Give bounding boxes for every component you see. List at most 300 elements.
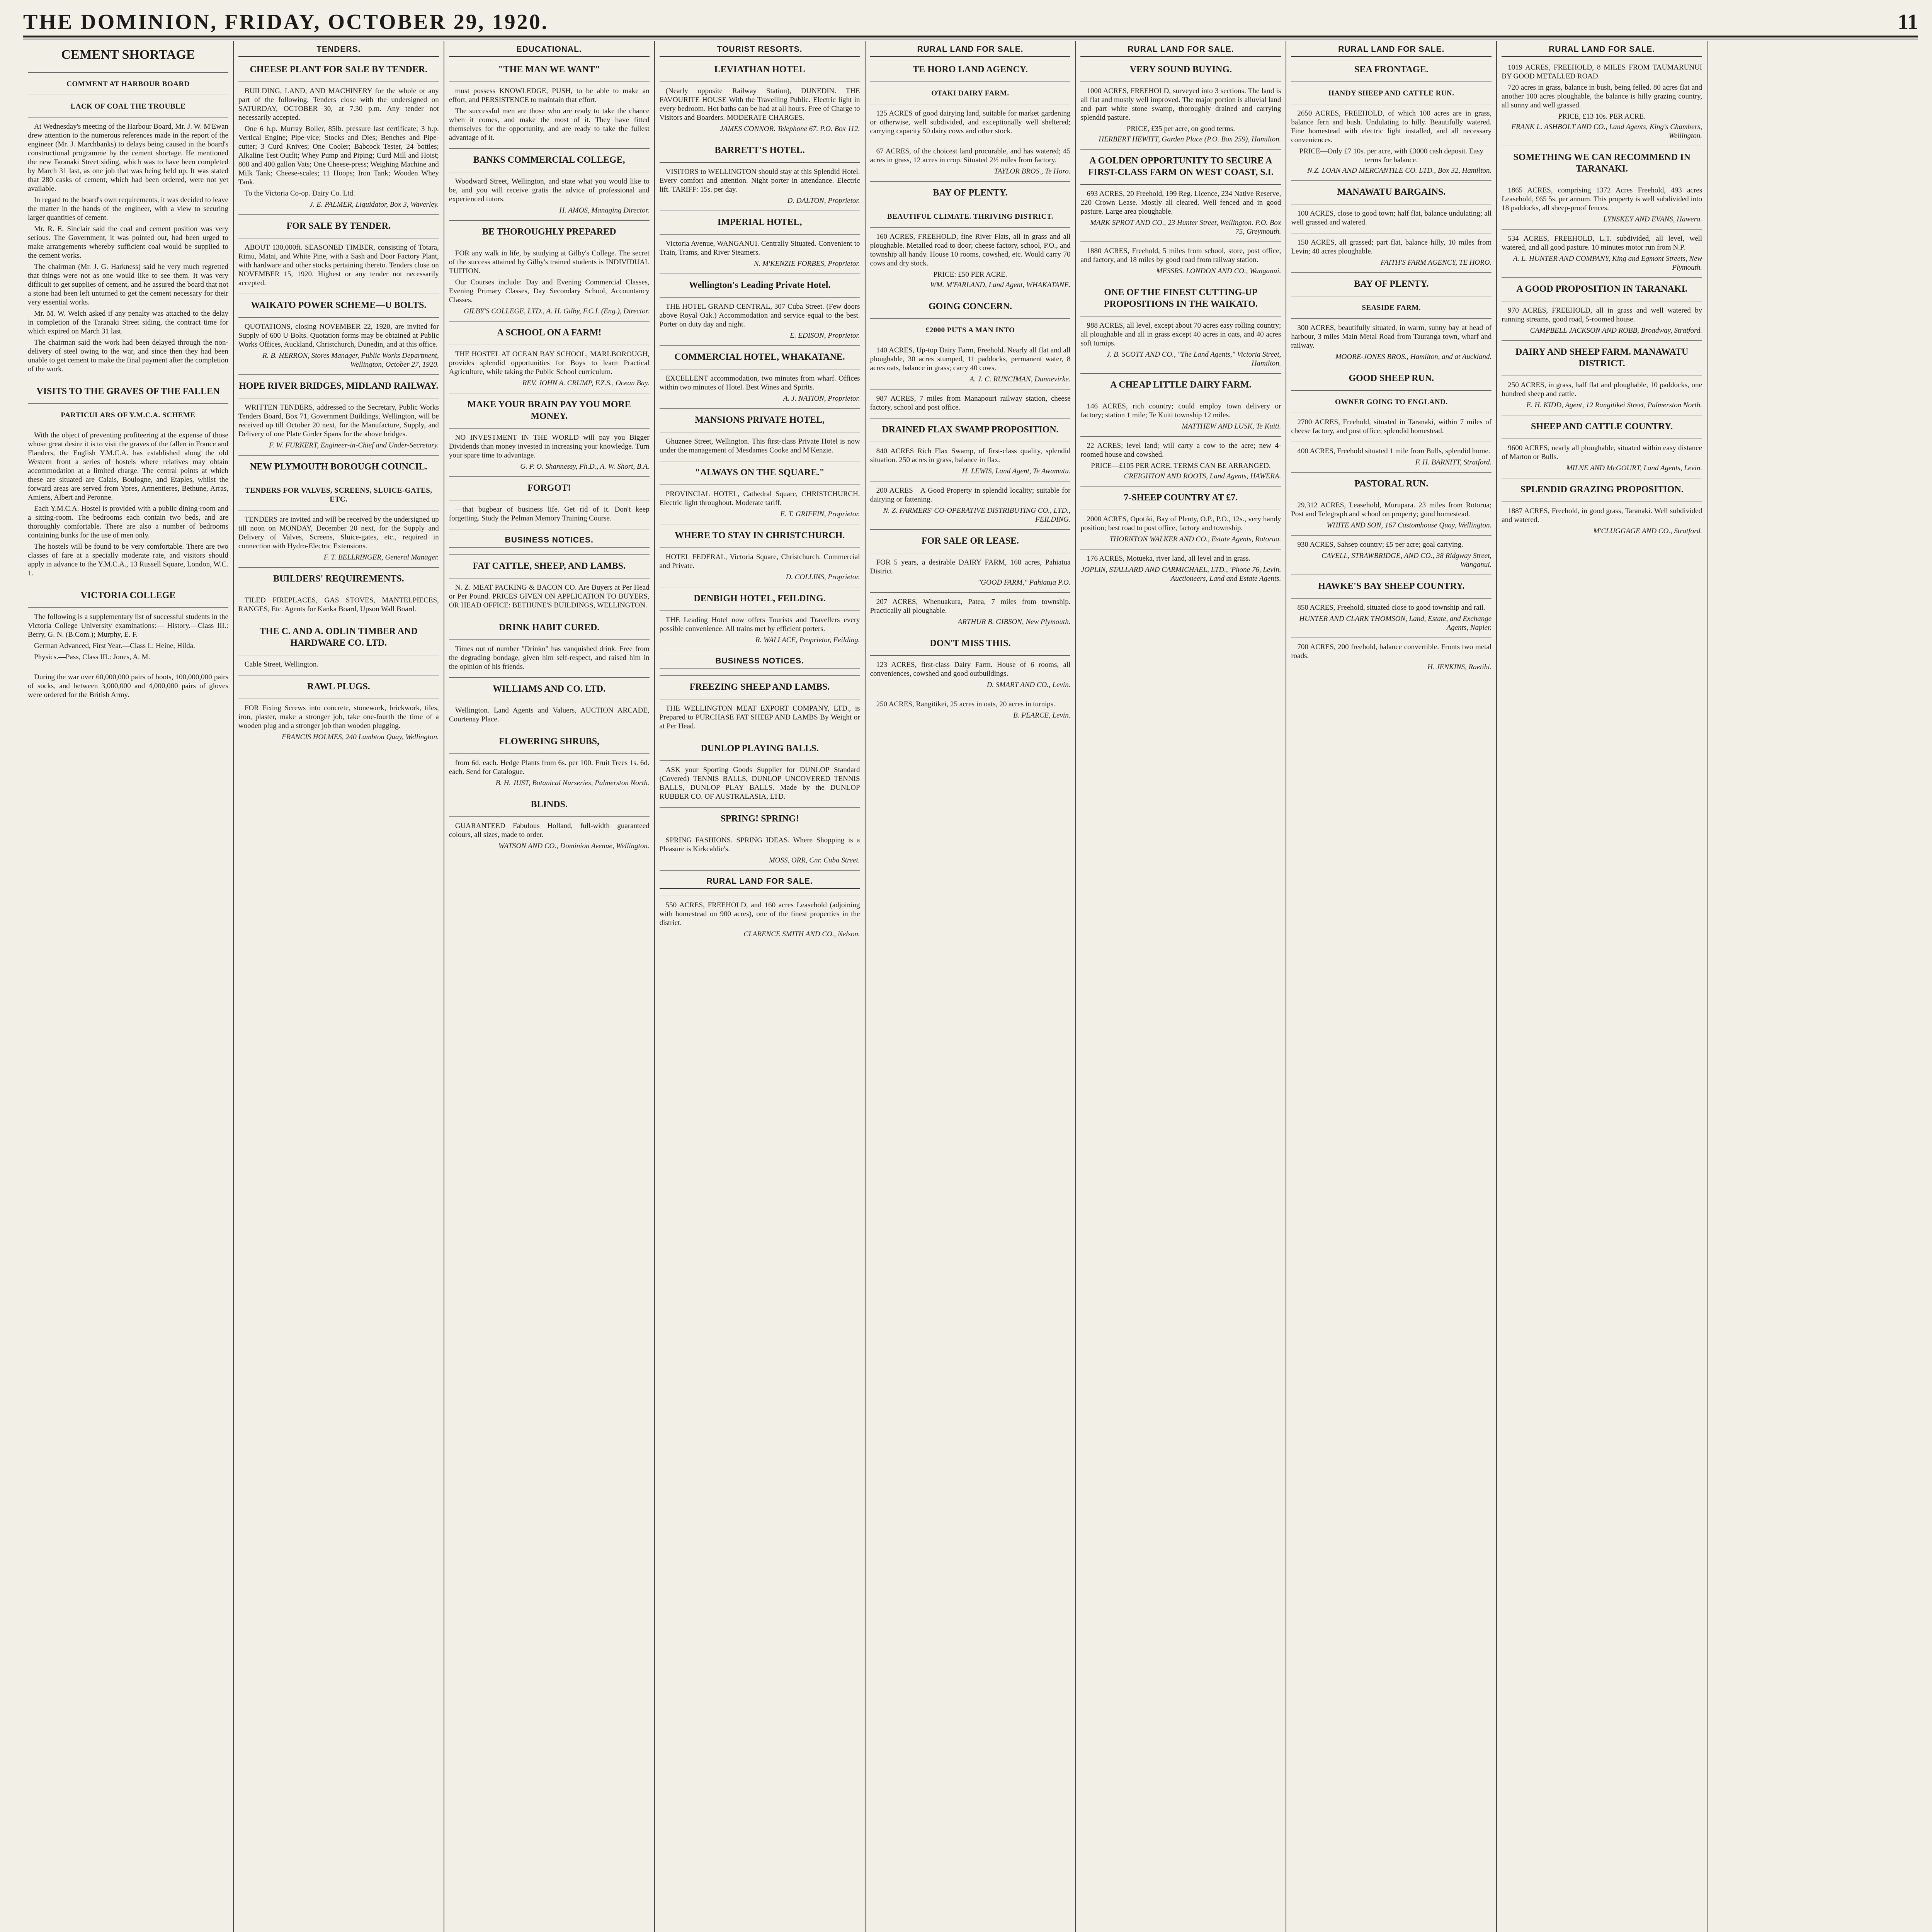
advertiser-signature: B. H. JUST, Botanical Nurseries, Palmerston North. xyxy=(495,779,650,787)
headline: VERY SOUND BUYING. xyxy=(1129,65,1232,75)
article-block xyxy=(1291,392,1492,413)
headline: FLOWERING SHRUBS, xyxy=(499,736,600,747)
body-paragraph: 2650 ACRES, FREEHOLD, of which 100 acres are in grass, balance fern and bush. Undulating to hilly. Beautifully watered. Fine homestead with electric light installed, and all necessary conveniences. xyxy=(1291,109,1492,144)
article-block xyxy=(238,657,439,675)
advertiser-signature: ARTHUR B. GIBSON, New Plymouth. xyxy=(957,618,1071,626)
body-paragraph: 300 ACRES, beautifully situated, in warm, sunny bay at head of harbour, 3 miles Main Metal Road from Tauranga town, wharf and railway. xyxy=(1291,324,1492,350)
body-paragraph: SPRING FASHIONS. SPRING IDEAS. Where Shopping is a Pleasure is Kirkcaldie's. xyxy=(659,836,860,853)
price-line: PRICE—£105 PER ACRE. TERMS CAN BE ARRANGED. xyxy=(1091,462,1271,470)
article-block xyxy=(1080,488,1281,510)
article-block xyxy=(1291,106,1492,181)
article-block xyxy=(660,83,860,139)
advertiser-signature: F. H. BARNITT, Stratford. xyxy=(1415,458,1492,466)
advertiser-signature: J. E. PALMER, Liquidator, Box 3, Waverley. xyxy=(310,201,439,209)
body-paragraph: 1019 ACRES, FREEHOLD, 8 MILES FROM TAUMARUNUI BY GOOD METALLED ROAD. xyxy=(1502,63,1702,80)
article-block xyxy=(1502,342,1702,376)
article-block xyxy=(1291,235,1492,273)
headline: DENBIGH HOTEL, FEILDING. xyxy=(694,594,826,604)
body-paragraph: 100 ACRES, close to good town; half flat, balance undulating; all well grassed and watered. xyxy=(1291,209,1492,226)
body-paragraph: TENDERS are invited and will be received by the undersigned up till noon on MONDAY, December 20 next, for the Supply and Delivery of Valves, Screens, Sluice-gates, etc., required in connection with Hydro-Electric Extensions. xyxy=(238,515,439,550)
article-block xyxy=(660,371,860,409)
article-block xyxy=(449,323,650,345)
article-block xyxy=(1080,438,1281,486)
article-block xyxy=(660,589,860,611)
article-block xyxy=(449,618,650,640)
article-block xyxy=(870,320,1071,341)
advertiser-signature: A. J. NATION, Proprietor. xyxy=(783,395,860,403)
article-block xyxy=(1291,474,1492,496)
article-block xyxy=(660,652,860,676)
body-paragraph: EXCELLENT accommodation, two minutes from wharf. Offices within two minutes of Hotel. Best Wines and Spirits. xyxy=(659,374,860,391)
body-paragraph: 140 ACRES, Up-top Dairy Farm, Freehold. Nearly all flat and all ploughable, 30 acres stumped, 11 paddocks, permanent water, 8 acres oats, balance in grass; carry 40 cows. xyxy=(870,346,1071,372)
advertiser-signature: A. J. C. RUNCIMAN, Dannevirke. xyxy=(969,375,1071,383)
article-block xyxy=(1291,369,1492,391)
article-block xyxy=(238,569,439,591)
price-line: PRICE, £13 10s. PER ACRE. xyxy=(1558,112,1646,121)
headline: THE C. AND A. ODLIN TIMBER AND HARDWARE CO. LTD. xyxy=(259,626,418,648)
subheading: HANDY SHEEP AND CATTLE RUN. xyxy=(1328,89,1454,97)
headline: WILLIAMS AND CO. LTD. xyxy=(493,684,606,694)
article-block xyxy=(870,594,1071,632)
body-paragraph: Cable Street, Wellington. xyxy=(244,660,319,668)
body-paragraph: HOTEL FEDERAL, Victoria Square, Christchurch. Commercial and Private. xyxy=(659,553,860,570)
advertiser-signature: WM. M'FARLAND, Land Agent, WHAKATANE. xyxy=(930,281,1071,289)
headline: DRAINED FLAX SWAMP PROPOSITION. xyxy=(882,425,1059,435)
article-block xyxy=(660,164,860,211)
column-4 xyxy=(655,41,866,1932)
article-block xyxy=(1080,318,1281,374)
body-paragraph: BUILDING, LAND, AND MACHINERY for the whole or any part of the following. Tenders close with the undersigned on SATURDAY, OCTOBER 30, at 7.30 p.m. Any tender not necessarily accepted. xyxy=(238,87,439,122)
advertiser-signature: MOSS, ORR, Cnr. Cuba Street. xyxy=(769,856,860,864)
headline: BARRETT'S HOTEL. xyxy=(714,145,805,155)
article-block xyxy=(238,512,439,568)
body-paragraph: ASK your Sporting Goods Supplier for DUNLOP Standard (Covered) TENNIS BALLS, DUNLOP UNCOVERED TENNIS BALLS, DUNLOP PLAY BALLS. Made by the DUNLOP RUBBER CO. OF AUSTRALASIA, LTD. xyxy=(659,766,860,801)
body-paragraph: TILED FIREPLACES, GAS STOVES, MANTELPIECES, RANGES, Etc. Agents for Kanka Board, Upson Wall Board. xyxy=(238,596,439,613)
column-2 xyxy=(234,41,444,1932)
body-paragraph: 930 ACRES, Sahsep country; £5 per acre; goal carrying. xyxy=(1297,541,1463,549)
article-block xyxy=(660,526,860,548)
article-block xyxy=(870,420,1071,442)
article-block xyxy=(870,229,1071,295)
article-block xyxy=(1291,600,1492,638)
article-block xyxy=(28,119,228,380)
body-paragraph: 250 ACRES, in grass, half flat and ploughable, 10 paddocks, one hundred sheep and cattle. xyxy=(1502,381,1702,398)
advertiser-signature: N.Z. LOAN AND MERCANTILE CO. LTD., Box 32, Hamilton. xyxy=(1307,167,1492,175)
article-block xyxy=(449,556,650,578)
body-paragraph: GUARANTEED Fabulous Holland, full-width guaranteed colours, all sizes, made to order. xyxy=(449,822,650,839)
headline: RAWL PLUGS. xyxy=(307,682,370,692)
body-paragraph: PROVINCIAL HOTEL, Cathedral Square, CHRISTCHURCH. Electric light throughout. Moderate tariff. xyxy=(659,490,860,507)
article-block xyxy=(870,60,1071,82)
headline: BLINDS. xyxy=(531,799,568,810)
column-7 xyxy=(1286,41,1497,1932)
advertiser-signature: "GOOD FARM," Pahiatua P.O. xyxy=(978,578,1071,587)
body-paragraph: Woodward Street, Wellington, and state what you would like to be, and you will receive gratis the advice of professional and experienced tutors. xyxy=(449,177,650,203)
article-block xyxy=(870,144,1071,182)
article-block xyxy=(28,97,228,117)
body-paragraph: THE WELLINGTON MEAT EXPORT COMPANY, LTD., is Prepared to PURCHASE FAT SHEEP AND LAMBS By Weight or at Per Head. xyxy=(659,704,860,730)
article-block xyxy=(660,276,860,298)
advertiser-signature: F. W. FURKERT, Engineer-in-Chief and Under-Secretary. xyxy=(269,441,439,449)
article-block xyxy=(1080,60,1281,82)
body-paragraph: 850 ACRES, Freehold, situated close to good township and rail. xyxy=(1297,604,1485,612)
advertiser-signature: CAVELL, STRAWBRIDGE, AND CO., 38 Ridgway Street, Wanganui. xyxy=(1321,552,1492,569)
subheading: OWNER GOING TO ENGLAND. xyxy=(1335,398,1448,406)
headline: FOR SALE BY TENDER. xyxy=(286,221,391,231)
column-6 xyxy=(1076,41,1286,1932)
article-block xyxy=(238,622,439,655)
advertiser-signature: TAYLOR BROS., Te Horo. xyxy=(994,167,1071,175)
article-block xyxy=(660,809,860,831)
article-block xyxy=(660,701,860,737)
article-block xyxy=(1291,298,1492,319)
headline: FAT CATTLE, SHEEP, AND LAMBS. xyxy=(473,561,626,571)
article-block xyxy=(449,478,650,500)
body-paragraph: 1887 ACRES, Freehold, in good grass, Taranaki. Well subdivided and watered. xyxy=(1502,507,1702,524)
advertiser-signature: D. COLLINS, Proprietor. xyxy=(786,573,860,581)
column-1 xyxy=(23,41,234,1932)
advertiser-signature: E. EDISON, Proprietor. xyxy=(790,332,860,340)
body-paragraph: Physics.—Pass, Class III.: Jones, A. M. xyxy=(34,653,150,661)
article-block xyxy=(449,174,650,221)
article-block xyxy=(28,609,228,668)
body-paragraph: FOR 5 years, a desirable DAIRY FARM, 160 acres, Pahiatua District. xyxy=(870,558,1071,575)
article-block xyxy=(870,444,1071,481)
body-paragraph: 123 ACRES, first-class Dairy Farm. House of 6 rooms, all conveniences, cowshed and good outbuildings. xyxy=(870,661,1071,678)
body-paragraph: Ghuznee Street, Wellington. This first-class Private Hotel is now under the management of Mesdames Cooke and M'Kenzie. xyxy=(659,437,860,454)
article-block xyxy=(1291,537,1492,575)
article-block xyxy=(449,732,650,754)
body-paragraph: 988 ACRES, all level, except about 70 acres easy rolling country; all ploughable and all in grass except 40 acres in oats, and 40 acres soft turnips. xyxy=(1080,321,1281,347)
headline: 7-SHEEP COUNTRY AT £7. xyxy=(1124,493,1238,503)
body-paragraph: 125 ACRES of good dairying land, suitable for market gardening or otherwise, well subdivided, and exceptionally well sheltered; carrying capacity 50 dairy cows and other stock. xyxy=(870,109,1071,135)
headline: A GOLDEN OPPORTUNITY TO SECURE A FIRST-CLASS FARM ON WEST COAST, S.I. xyxy=(1088,156,1274,177)
article-block xyxy=(238,701,439,747)
advertiser-signature: LYNSKEY AND EVANS, Hawera. xyxy=(1603,215,1702,223)
article-block xyxy=(870,183,1071,205)
body-paragraph: 534 ACRES, FREEHOLD, L.T. subdivided, all level, well watered, and all good pasture. 10 minutes motor run from N.P. xyxy=(1502,235,1702,252)
body-paragraph: FOR Fixing Screws into concrete, stonework, brickwork, tiles, iron, plaster, make a stronger job, take one-fourth the time of a wooden plug and a stronger job than wooden plugging. xyxy=(238,704,439,730)
article-block xyxy=(1502,303,1702,341)
body-paragraph: QUOTATIONS, closing NOVEMBER 22, 1920, are invited for Supply of 600 U Bolts. Quotation forms may be obtained at Public Works Offices, Auckland, Christchurch, Dunedin, and at this office. xyxy=(238,323,439,349)
article-block xyxy=(1291,498,1492,536)
subheading: SEASIDE FARM. xyxy=(1362,304,1421,312)
advertiser-signature: CAMPBELL JACKSON AND ROBB, Broadway, Stratford. xyxy=(1530,327,1702,335)
article-block xyxy=(238,60,439,82)
body-paragraph: WRITTEN TENDERS, addressed to the Secretary, Public Works Tenders Board, Box 71, Government Buildings, Wellington, will be received up till October 20 next, for the Manufacture, Supply, and Delivery of one Plate Girder Spans for the above bridges. xyxy=(238,403,439,438)
article-block xyxy=(660,762,860,808)
page-number: 11 xyxy=(1898,10,1918,34)
subheading: BEAUTIFUL CLIMATE. THRIVING DISTRICT. xyxy=(887,213,1053,221)
article-block xyxy=(870,634,1071,656)
body-paragraph: The following is a supplementary list of successful students in the Victoria College University examinations:— History.—Class III.: Berry, G. N. (B.Com.); Murphy, E. F. xyxy=(28,613,228,639)
body-paragraph: 22 ACRES; level land; will carry a cow to the acre; new 4-roomed house and cowshed. xyxy=(1080,442,1281,459)
article-block xyxy=(1502,279,1702,301)
column-9 xyxy=(1708,41,1918,1932)
section-header: BUSINESS NOTICES. xyxy=(660,655,860,668)
article-block xyxy=(1502,148,1702,181)
article-block xyxy=(449,222,650,244)
headline: FREEZING SHEEP AND LAMBS. xyxy=(689,682,830,692)
headline: DRINK HABIT CURED. xyxy=(499,622,600,633)
subheading: PARTICULARS OF Y.M.C.A. SCHEME xyxy=(61,411,196,419)
advertiser-signature: H. AMOS, Managing Director. xyxy=(559,206,650,214)
body-paragraph: 970 ACRES, FREEHOLD, all in grass and well watered by running streams, good road, 5-roomed house. xyxy=(1502,306,1702,323)
body-paragraph: The hostels will be found to be very comfortable. There are two classes of fare at a specially moderate rate, and visitors should apply in advance to the Y.M.C.A., 13 Russell Square, London, W.C. 1. xyxy=(28,543,228,577)
advertiser-signature: MOORE-JONES BROS., Hamilton, and at Auckland. xyxy=(1335,353,1492,361)
subheading: OTAKI DAIRY FARM. xyxy=(931,89,1009,97)
headline: COMMERCIAL HOTEL, WHAKATANE. xyxy=(674,352,845,362)
article-block xyxy=(449,531,650,555)
article-block xyxy=(1291,182,1492,204)
article-block xyxy=(449,755,650,793)
article-block xyxy=(660,677,860,699)
body-paragraph: Each Y.M.C.A. Hostel is provided with a public dining-room and a sitting-room. The bedrooms each contain two beds, and are thoroughly comfortable. There are also a number of bedrooms containing bunks for the use of men only. xyxy=(28,505,228,539)
headline: CEMENT SHORTAGE xyxy=(28,47,228,66)
article-block xyxy=(1080,151,1281,185)
article-block xyxy=(1080,186,1281,242)
article-block xyxy=(449,795,650,817)
article-block xyxy=(660,612,860,650)
body-paragraph: During the war over 60,000,000 pairs of boots, 100,000,000 pairs of socks, and between 3,000,000 and 4,000,000 pairs of gloves were ordered for the British Army. xyxy=(28,673,228,699)
headline: WHERE TO STAY IN CHRISTCHURCH. xyxy=(674,531,845,541)
headline: SEA FRONTAGE. xyxy=(1354,65,1429,75)
article-block xyxy=(1291,577,1492,599)
article-block xyxy=(238,376,439,398)
advertiser-signature: D. SMART AND CO., Levin. xyxy=(986,681,1071,689)
headline: TE HORO LAND AGENCY. xyxy=(913,65,1028,75)
article-block xyxy=(1291,415,1492,442)
headline: MANSIONS PRIVATE HOTEL, xyxy=(695,415,825,425)
advertiser-signature: H. LEWIS, Land Agent, Te Awamutu. xyxy=(962,467,1071,475)
subheading: £2000 PUTS A MAN INTO xyxy=(925,326,1015,334)
headline: A CHEAP LITTLE DAIRY FARM. xyxy=(1110,380,1252,390)
subheading: LACK OF COAL THE TROUBLE xyxy=(70,102,186,111)
article-block xyxy=(238,457,439,479)
body-paragraph: 29,312 ACRES, Leasehold, Murupara. 23 miles from Rotorua; Post and Telegraph and school on property; good homestead. xyxy=(1291,501,1492,518)
article-block xyxy=(238,481,439,510)
column-8 xyxy=(1497,41,1708,1932)
article-block xyxy=(449,83,650,149)
column-header: RURAL LAND FOR SALE. xyxy=(1502,43,1702,57)
advertiser-signature: R. WALLACE, Proprietor, Feilding. xyxy=(755,636,860,644)
article-block xyxy=(449,641,650,678)
headline: IMPERIAL HOTEL, xyxy=(717,217,802,227)
article-block xyxy=(1080,512,1281,549)
body-paragraph: 2700 ACRES, Freehold, situated in Taranaki, within 7 miles of cheese factory, and post office; splendid homestead. xyxy=(1291,418,1492,435)
article-block xyxy=(660,463,860,485)
body-paragraph: 250 ACRES, Rangitikei, 25 acres in oats, 20 acres in turnips. xyxy=(876,700,1055,708)
advertiser-signature: G. P. O. Shannessy, Ph.D., A. W. Short, B.A. xyxy=(520,463,650,471)
price-line: PRICE: £50 PER ACRE. xyxy=(933,270,1007,279)
article-block xyxy=(449,502,650,529)
body-paragraph: 700 ACRES, 200 freehold, balance convertible. Fronts two metal roads. xyxy=(1291,643,1492,660)
advertiser-signature: JAMES CONNOR. Telephone 67. P.O. Box 112. xyxy=(720,125,860,133)
article-block xyxy=(1291,320,1492,367)
body-paragraph: To the Victoria Co-op. Dairy Co. Ltd. xyxy=(244,189,355,197)
article-block xyxy=(1502,231,1702,278)
article-block xyxy=(660,141,860,163)
headline: BAY OF PLENTY. xyxy=(933,188,1008,198)
article-block xyxy=(449,347,650,393)
body-paragraph: Mr. R. E. Sinclair said the coal and cement position was very serious. The Government, it was pointed out, had been urged to make arrangements whereby sufficient coal would be supplied to the cement works. xyxy=(28,225,228,260)
body-paragraph: 693 ACRES, 20 Freehold, 199 Reg. Licence, 234 Native Reserve, 220 Crown Lease. Mostly all cleared. Well fenced and in good pasture. Large area ploughable. xyxy=(1080,190,1281,216)
headline: MANAWATU BARGAINS. xyxy=(1337,187,1446,197)
advertiser-signature: JOPLIN, STALLARD AND CARMICHAEL, LTD., 'Phone 76, Levin. Auctioneers, Land and Estate Agents. xyxy=(1081,566,1281,583)
body-paragraph: With the object of preventing profiteering at the expense of those whose great desire it is to visit the graves of the fallen in France and Flanders, the English Y.M.C.A. has established along the old Western front a series of hostels where relatives may obtain accommodation at a limited charge. The central points at which these are situated are Calais, Boulogne, and Etaples, whilst the forward areas are served from Ypres, Armentieres, Bethune, Arras, Amiens, Albert and Peronne. xyxy=(28,431,228,502)
headline: GOOD SHEEP RUN. xyxy=(1349,373,1434,383)
article-block xyxy=(660,549,860,587)
article-block xyxy=(238,216,439,238)
advertiser-signature: D. DALTON, Proprietor. xyxy=(787,197,860,205)
article-block xyxy=(1502,417,1702,439)
headline: ONE OF THE FINEST CUTTING-UP PROPOSITIONS IN THE WAIKATO. xyxy=(1104,287,1258,309)
article-block xyxy=(870,343,1071,389)
article-block xyxy=(1291,444,1492,473)
body-paragraph: THE Leading Hotel now offers Tourists and Travellers every possible convenience. All trains met by efficient porters. xyxy=(659,616,860,633)
article-block xyxy=(449,580,650,616)
article-block xyxy=(1080,83,1281,150)
headline: PASTORAL RUN. xyxy=(1354,479,1429,489)
article-block xyxy=(1291,274,1492,296)
body-paragraph: One 6 h.p. Murray Boiler, 85lb. pressure last certificate; 3 h.p. Vertical Engine; Pipe-vice; Stocks and Dies; Benches and Pipe-cutter; 3 Curd Knives; One Cooler; Babcock Tester, 24 bottles; Alkaline Test Outfit; Whey Pump and Piping; Curd Mill and Hoist; 800 and 400 gallon Vats; One Cheese-press; Weighing Machine and Milk Tank; Cheese-scales; 11 Hoops; Iron Tank; Wooden Whey Tank. xyxy=(238,125,439,186)
body-paragraph: Times out of number "Drinko" has vanquished drink. Free from the degrading bondage, given him self-respect, and raised him in the opinion of his friends. xyxy=(449,645,650,671)
headline: DON'T MISS THIS. xyxy=(930,638,1011,648)
section-header: BUSINESS NOTICES. xyxy=(449,534,650,548)
body-paragraph: 9600 ACRES, nearly all ploughable, situated within easy distance of Marton or Bulls. xyxy=(1502,444,1702,461)
article-block xyxy=(1291,83,1492,104)
article-block xyxy=(449,430,650,477)
advertiser-signature: WATSON AND CO., Dominion Avenue, Wellington. xyxy=(498,842,650,850)
body-paragraph: The chairman (Mr. J. G. Harkness) said he very much regretted that things were not as one would like to see them. It was very difficult to get supplies of cement, and he assured the board that not a stone had been left unturned to get the cement necessary for their very essential works. xyxy=(28,263,228,306)
advertiser-signature: CLARENCE SMITH AND CO., Nelson. xyxy=(743,930,860,938)
body-paragraph: In regard to the board's own requirements, it was decided to leave the matter in the hands of the engineer, with a view to securing larger quantities of cement. xyxy=(28,196,228,222)
article-block xyxy=(28,74,228,95)
body-paragraph: 150 ACRES, all grassed; part flat, balance hilly, 10 miles from Levin; 40 acres ploughable. xyxy=(1291,238,1492,255)
headline: SHEEP AND CATTLE COUNTRY. xyxy=(1531,422,1673,432)
article-block xyxy=(870,391,1071,418)
article-block xyxy=(1502,378,1702,415)
article-block xyxy=(870,531,1071,553)
body-paragraph: Mr. M. W. Welch asked if any penalty was attached to the delay in completion of the Taranaki Street siding, the contract time for which expired on March 31 last. xyxy=(28,310,228,335)
body-paragraph: THE HOTEL GRAND CENTRAL, 307 Cuba Street. (Few doors above Royal Oak.) Accommodation and service equal to the best. Porter on duty day and night. xyxy=(659,303,860,328)
body-paragraph: 67 ACRES, of the choicest land procurable, and has watered; 45 acres in grass, 12 acres in crop. Situated 2½ miles from factory. xyxy=(870,147,1071,164)
headline: A GOOD PROPOSITION IN TARANAKI. xyxy=(1516,284,1687,294)
article-block xyxy=(449,703,650,730)
body-paragraph: 207 ACRES, Whenuakura, Patea, 7 miles from township. Practically all ploughable. xyxy=(870,598,1071,615)
article-block xyxy=(660,898,860,944)
article-block xyxy=(1080,551,1281,588)
article-block xyxy=(238,240,439,294)
body-paragraph: 1000 ACRES, FREEHOLD, surveyed into 3 sections. The land is all flat and mostly well improved. The major portion is alluvial land and part white stone swamp, thoroughly drained and carrying splendid pasture. xyxy=(1080,87,1281,122)
body-paragraph: 146 ACRES, rich country; could employ town delivery or factory; station 1 mile; Te Kuiti township 12 miles. xyxy=(1080,402,1281,419)
article-block xyxy=(1080,243,1281,281)
headline: "ALWAYS ON THE SQUARE." xyxy=(695,468,825,478)
headline: SPRING! SPRING! xyxy=(720,814,799,824)
headline: BAY OF PLENTY. xyxy=(1354,279,1429,289)
body-paragraph: Wellington. Land Agents and Valuers, AUCTION ARCADE, Courtenay Place. xyxy=(449,706,650,723)
body-paragraph: Victoria Avenue, WANGANUI. Centrally Situated. Convenient to Train, Trams, and River Steamers. xyxy=(659,240,860,257)
advertiser-signature: HUNTER AND CLARK THOMSON, Land, Estate, and Exchange Agents, Napier. xyxy=(1299,615,1492,632)
body-paragraph: VISITORS to WELLINGTON should stay at this Splendid Hotel. Every comfort and attention. Night porter in attendance. Electric lift. TARIFF: 15s. per day. xyxy=(659,168,860,194)
section-header: RURAL LAND FOR SALE. xyxy=(660,875,860,889)
page-columns xyxy=(23,41,1918,1932)
article-block xyxy=(1080,283,1281,316)
headline: Wellington's Leading Private Hotel. xyxy=(689,280,831,290)
body-paragraph: 1880 ACRES, Freehold, 5 miles from school, store, post office, and factory, and 18 miles by good road from railway station. xyxy=(1080,247,1281,264)
headline: SOMETHING WE CAN RECOMMEND IN TARANAKI. xyxy=(1513,152,1690,174)
article-block xyxy=(238,677,439,699)
article-block xyxy=(660,833,860,871)
body-paragraph: 200 ACRES—A Good Property in splendid locality; suitable for dairying or fattening. xyxy=(870,486,1071,503)
advertiser-signature: FRANCIS HOLMES, 240 Lambton Quay, Wellington. xyxy=(282,733,439,741)
column-header: EDUCATIONAL. xyxy=(449,43,650,57)
article-block xyxy=(660,486,860,524)
body-paragraph: 400 ACRES, Freehold situated 1 mile from Bulls, splendid home. xyxy=(1297,447,1490,455)
body-paragraph: 2000 ACRES, Opotiki, Bay of Plenty, O.P., P.O., 12s., very handy position; best road to post office, factory and township. xyxy=(1080,515,1281,532)
advertiser-signature: E. H. KIDD, Agent, 12 Rangitikei Street, Palmerston North. xyxy=(1526,401,1702,409)
subheading: TENDERS FOR VALVES, SCREENS, SLUICE-GATES, ETC. xyxy=(245,486,432,503)
advertiser-signature: F. T. BELLRINGER, General Manager. xyxy=(323,553,439,561)
headline: "THE MAN WE WANT" xyxy=(498,65,600,75)
body-paragraph: ABOUT 130,000ft. SEASONED TIMBER, consisting of Totara, Rimu, Matai, and White Pine, with a Sash and Door Factory Plant, with hardware and other stocks pertaining thereto. Tenders close on NOVEMBER 15, 1920. Highest or any tender not necessarily accepted. xyxy=(238,243,439,287)
article-block xyxy=(449,395,650,429)
advertiser-signature: R. B. HERRON, Stores Manager, Public Works Department, Wellington, October 27, 1920. xyxy=(262,352,439,369)
article-block xyxy=(870,657,1071,695)
advertiser-signature: N. Z. FARMERS' CO-OPERATIVE DISTRIBUTING CO., LTD., FEILDING. xyxy=(883,507,1071,524)
body-paragraph: from 6d. each. Hedge Plants from 6s. per 100. Fruit Trees 1s. 6d. each. Send for Catalogue. xyxy=(449,759,650,776)
advertiser-signature: WHITE AND SON, 167 Customhouse Quay, Wellington. xyxy=(1327,521,1492,529)
column-header: RURAL LAND FOR SALE. xyxy=(1080,43,1281,57)
article-block xyxy=(238,83,439,215)
article-block xyxy=(660,213,860,235)
column-header: RURAL LAND FOR SALE. xyxy=(1291,43,1492,57)
article-block xyxy=(660,872,860,896)
article-block xyxy=(660,347,860,369)
headline: GOING CONCERN. xyxy=(929,301,1012,311)
body-paragraph: THE HOSTEL AT OCEAN BAY SCHOOL, MARLBOROUGH, provides splendid opportunities for Boys to learn Practical Agriculture, while taking the Public School curriculum. xyxy=(449,350,650,376)
headline: HAWKE'S BAY SHEEP COUNTRY. xyxy=(1318,581,1465,591)
advertiser-signature: MESSRS. LONDON AND CO., Wanganui. xyxy=(1156,267,1281,275)
headline: VISITS TO THE GRAVES OF THE FALLEN xyxy=(36,386,220,396)
article-block xyxy=(660,434,860,461)
advertiser-signature: MILNE AND McGOURT, Land Agents, Levin. xyxy=(1566,464,1702,472)
article-block xyxy=(1502,440,1702,478)
advertiser-signature: GILBY'S COLLEGE, LTD., A. H. Gilby, F.C.I. (Eng.), Director. xyxy=(464,307,650,315)
headline: LEVIATHAN HOTEL xyxy=(714,65,805,75)
article-block xyxy=(870,106,1071,142)
headline: FORGOT! xyxy=(527,483,571,493)
advertiser-signature: H. JENKINS, Raetihi. xyxy=(1427,663,1492,671)
masthead xyxy=(23,9,1918,37)
headline: BANKS COMMERCIAL COLLEGE, xyxy=(473,155,625,165)
newspaper-title: THE DOMINION, FRIDAY, OCTOBER 29, 1920. xyxy=(23,10,549,34)
advertiser-signature: REV. JOHN A. CRUMP, F.Z.S., Ocean Bay. xyxy=(522,379,650,387)
article-block xyxy=(660,410,860,432)
body-paragraph: 1865 ACRES, comprising 1372 Acres Freehold, 493 acres Leasehold, £65 5s. per annum. This property is well subdivided into 18 paddocks, all sheep-proof fences. xyxy=(1502,186,1702,212)
article-block xyxy=(1080,399,1281,437)
article-block xyxy=(449,818,650,856)
article-block xyxy=(1291,639,1492,677)
body-paragraph: N. Z. MEAT PACKING & BACON CO. Are Buyers at Per Head or Per Pound. PRICES GIVEN ON APPLICATION TO BUYERS, OR HEAD OFFICE: BETHUNE'S BUILDINGS, WELLINGTON. xyxy=(449,583,650,609)
article-block xyxy=(449,679,650,701)
subheading: COMMENT AT HARBOUR BOARD xyxy=(66,80,190,88)
body-paragraph: At Wednesday's meeting of the Harbour Board, Mr. J. W. M'Ewan drew attention to the numerous references made in the report of the engineer (Mr. J. Marchbanks) to delays being caused in the board's constructional programme by the cement shortage. He mentioned the new Taranaki Street siding, which was to have been completed by March 31 last, as one job that was being held up. It was stated that 280 casks of cement, which had been ordered, were not yet available. xyxy=(28,122,228,193)
headline: VICTORIA COLLEGE xyxy=(80,590,176,600)
article-block xyxy=(1080,375,1281,397)
advertiser-signature: MARK SPROT AND CO., 23 Hunter Street, Wellington. P.O. Box 75, Greymouth. xyxy=(1090,219,1281,236)
column-3 xyxy=(444,41,655,1932)
